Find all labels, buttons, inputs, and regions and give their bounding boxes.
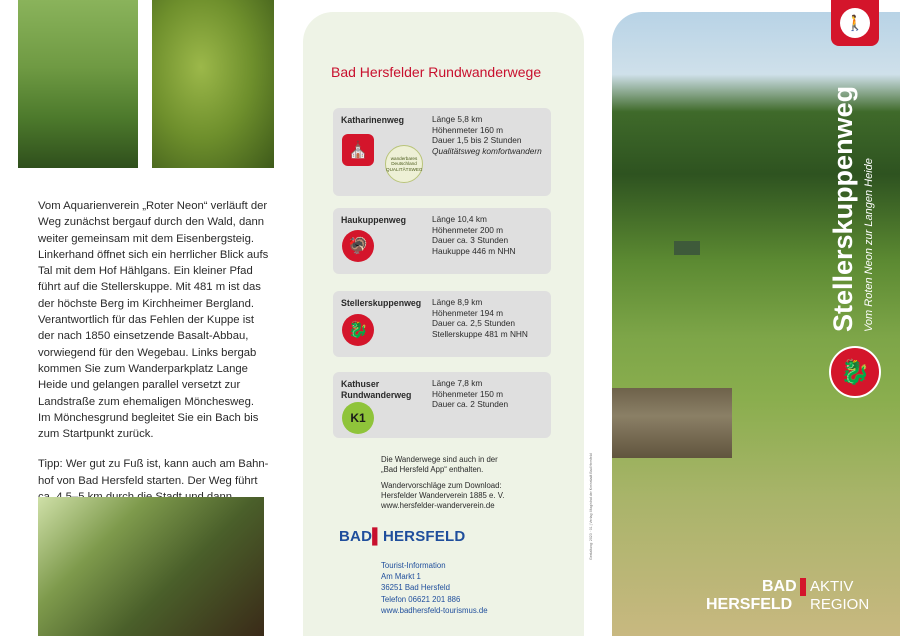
route-duration: Dauer ca. 3 Stunden <box>432 235 509 246</box>
route-length: Länge 8,9 km <box>432 297 483 307</box>
app-note-line: Die Wanderwege sind auch in der <box>381 455 498 464</box>
church-route-icon <box>342 134 374 166</box>
shed-shape <box>674 241 700 255</box>
logo-hersfeld: HERSFELD <box>706 596 793 613</box>
route-duration: Dauer 1,5 bis 2 Stunden <box>432 135 522 146</box>
meadow-photo <box>18 0 138 168</box>
route-length: Länge 7,8 km <box>432 378 483 388</box>
logo-region: REGION <box>810 596 870 613</box>
church-icon: ⛪ <box>348 142 368 159</box>
logo-red-mark <box>800 578 806 596</box>
logo-part2: HERSFELD <box>382 528 466 545</box>
k1-route-badge <box>342 402 374 434</box>
route-length: Länge 5,8 km <box>432 114 483 124</box>
k1-label: K1 <box>350 411 366 425</box>
route-length: Länge 10,4 km <box>432 214 487 224</box>
cover-title-text: Stellerskuppenweg <box>828 85 858 332</box>
cover-subtitle <box>863 158 879 340</box>
route-info <box>432 378 508 410</box>
logo-bad: BAD <box>762 578 797 595</box>
route-name: Katharinenweg <box>341 115 405 125</box>
route-info <box>432 214 515 256</box>
dragon-emblem <box>829 346 881 398</box>
quality-seal <box>385 145 423 183</box>
dragon-icon: 🐉 <box>348 322 368 339</box>
download-note-line: Hersfelder Wanderverein 1885 e. V. <box>381 491 505 501</box>
hiker-icon: 🚶 <box>845 15 865 32</box>
forest-photo <box>38 497 264 636</box>
contact-website[interactable]: www.badhersfeld-tourismus.de <box>381 605 488 615</box>
route-info <box>432 114 542 156</box>
farmhouse-shape <box>612 388 732 458</box>
route-summit: Stellerskuppe 481 m NHN <box>432 328 528 339</box>
app-note-line: „Bad Hersfeld App“ enthalten. <box>381 465 484 475</box>
goldenrod-photo <box>152 0 274 168</box>
turkey-route-icon <box>342 230 374 262</box>
route-name: Kathuser Rundwanderweg <box>341 379 412 400</box>
download-note-line: Wandervorschläge zum Download: <box>381 481 502 490</box>
route-name: Stellerskuppenweg <box>341 298 422 308</box>
fineprint-text: Gestaltung: 2023 · 01 | Verlag: Magistrat der Kreisstadt Bad Hersfeld <box>589 453 593 560</box>
panel-title: Bad Hersfelder Rundwanderwege <box>331 64 542 80</box>
route-description <box>38 198 270 536</box>
contact-phone: Telefon 06621 201 886 <box>381 594 461 604</box>
route-elevation: Höhenmeter 194 m <box>432 307 504 318</box>
route-elevation: Höhenmeter 200 m <box>432 224 504 235</box>
route-elevation: Höhenmeter 160 m <box>432 124 504 135</box>
logo-aktiv: AKTIV <box>810 578 854 595</box>
contact-line: Tourist-Information <box>381 561 446 570</box>
route-elevation: Höhenmeter 150 m <box>432 388 504 399</box>
download-link[interactable]: www.hersfelder-wanderverein.de <box>381 501 495 511</box>
route-summit: Haukuppe 446 m NHN <box>432 245 516 256</box>
contact-line: 36251 Bad Hersfeld <box>381 583 450 593</box>
route-duration: Dauer ca. 2 Stunden <box>432 399 509 410</box>
quality-seal-text: wanderbares Deutschland QUALITÄTSWEG <box>386 156 423 172</box>
contact-line: Am Markt 1 <box>381 572 421 582</box>
route-quality: Qualitätsweg komfortwandern <box>432 145 542 156</box>
dragon-icon: 🐉 <box>840 358 870 386</box>
cover-subtitle-text: Vom Roten Neon zur Langen Heide <box>863 158 875 332</box>
fineprint <box>589 400 597 560</box>
download-note <box>381 481 504 511</box>
cover-title <box>828 85 864 340</box>
hiking-emblem <box>831 0 879 46</box>
turkey-icon: 🦃 <box>348 238 368 255</box>
route-duration: Dauer ca. 2,5 Stunden <box>432 318 516 329</box>
app-note <box>381 455 498 475</box>
description-paragraph: Vom Aquarienverein „Roter Neon“ verläuft der Weg zunächst bergauf durch den Wald, dann weiter gemeinsam mit dem Eisenbergsteig. Linkerhand öffnet sich ein herrlicher Blick aufs Tal mit dem Hof Hählgans. Ein kleiner Pfad führt auf die Stellerskuppe. Mit 481 m ist das der höchste Berg im Kirchheimer Bergland. Verantwortlich für das Fehlen der Kuppe ist der nach 1850 einsetzende Basalt-Abbau, vorwiegend für den Wegebau. Links bergab kommen Sie zum Wanderparkplatz Lange Heide und gelangen parallel versetzt zur Landstraße zum ehemaligen Mönchesweg. Im Mönchesgrund begleitet Sie ein Bach bis zum Startpunkt zurück. <box>38 200 269 441</box>
bad-hersfeld-logo: BAD▌HERSFELD <box>339 528 466 545</box>
route-info <box>432 297 528 339</box>
logo-part1: BAD <box>339 528 373 545</box>
route-name: Haukuppenweg <box>341 215 407 225</box>
dragon-route-icon <box>342 314 374 346</box>
tip-paragraph: Tipp: Wer gut zu Fuß ist, kann auch am Bahn- hof von Bad Hersfeld starten. Der Weg führt <box>38 458 269 487</box>
tourist-info-contact <box>381 560 488 616</box>
